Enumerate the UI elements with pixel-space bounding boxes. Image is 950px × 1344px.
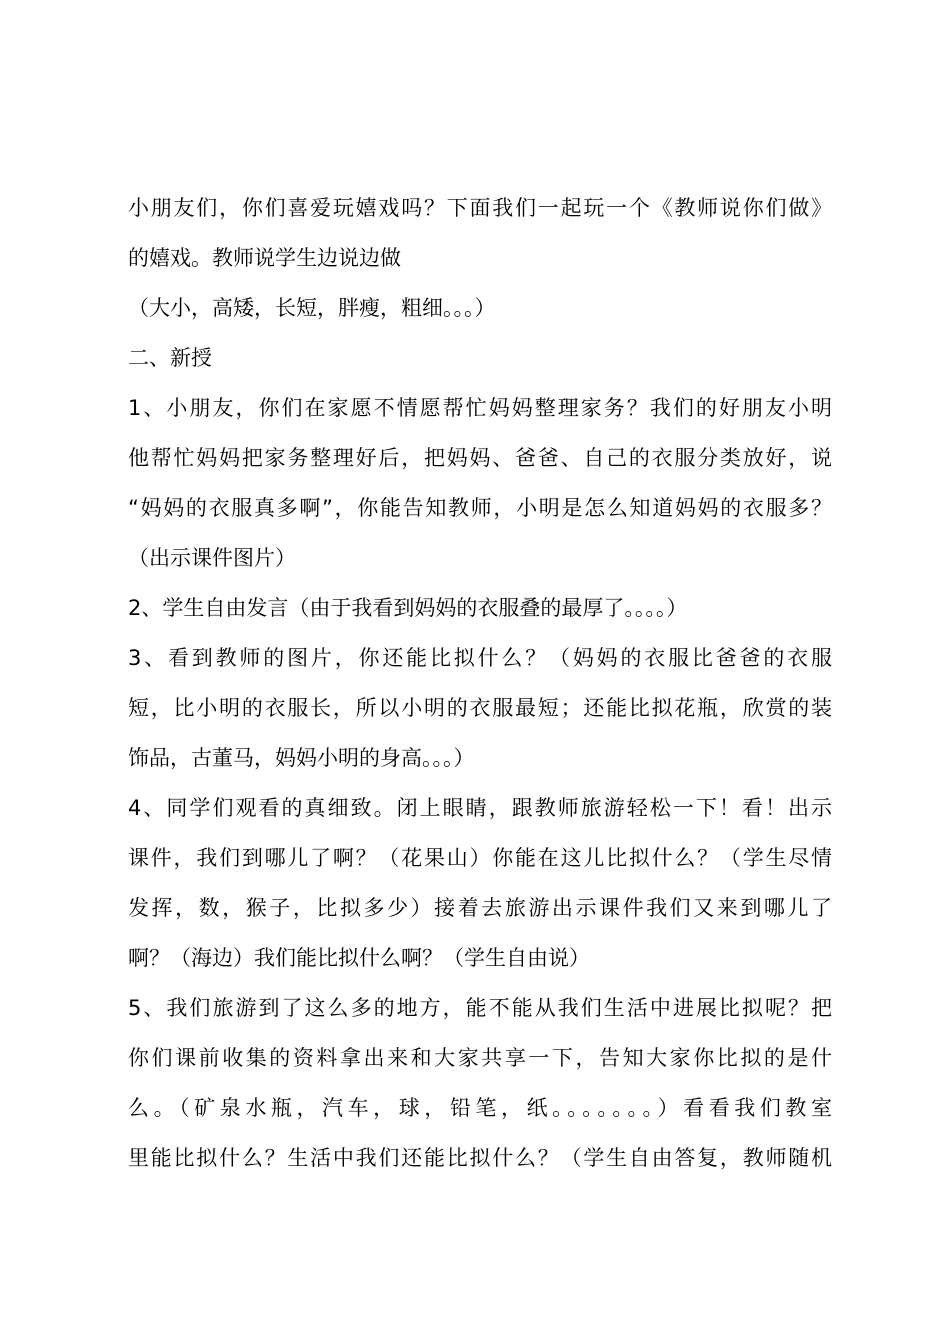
- paragraph-line: 短，比小明的衣服长，所以小明的衣服最短；还能比拟花瓶，欣赏的装: [128, 696, 832, 720]
- paragraph-line: 小朋友们，你们喜爱玩嬉戏吗？下面我们一起玩一个《教师说你们做》: [128, 196, 832, 220]
- paragraph-line: 4、同学们观看的真细致。闭上眼睛，跟教师旅游轻松一下！看！出示: [128, 796, 832, 820]
- paragraph-line: 你们课前收集的资料拿出来和大家共享一下，告知大家你比拟的是什: [128, 1046, 832, 1070]
- paragraph-line: 3、看到教师的图片，你还能比拟什么？（妈妈的衣服比爸爸的衣服: [128, 646, 832, 670]
- paragraph-line: 发挥，数，猴子，比拟多少）接着去旅游出示课件我们又来到哪儿了: [128, 896, 832, 920]
- section-heading: 二、新授: [128, 346, 212, 370]
- paragraph-line: 课件，我们到哪儿了啊？（花果山）你能在这儿比拟什么？（学生尽情: [128, 846, 832, 870]
- paragraph-line: 饰品，古董马，妈妈小明的身高。。。）: [128, 746, 475, 770]
- paragraph-line: （大小，高矮，长短，胖瘦，粗细。。。）: [128, 296, 496, 320]
- paragraph-line: 里能比拟什么？生活中我们还能比拟什么？（学生自由答复，教师随机: [128, 1146, 832, 1170]
- paragraph-line: 的嬉戏。教师说学生边说边做: [128, 246, 401, 270]
- paragraph-line: 他帮忙妈妈把家务整理好后，把妈妈、爸爸、自己的衣服分类放好，说: [128, 446, 832, 470]
- paragraph-line: 么。（矿泉水瓶，汽车，球，铅笔，纸。。。。。。。）看看我们教室: [128, 1096, 832, 1120]
- paragraph-line: 2、学生自由发言（由于我看到妈妈的衣服叠的最厚了。。。。）: [128, 596, 688, 620]
- paragraph-line: 5、我们旅游到了这么多的地方，能不能从我们生活中进展比拟呢？把: [128, 996, 832, 1020]
- paragraph-line: 1、小朋友，你们在家愿不情愿帮忙妈妈整理家务？我们的好朋友小明: [128, 396, 832, 420]
- document-body: [128, 183, 838, 1183]
- paragraph-line: （出示课件图片）: [128, 546, 296, 570]
- paragraph-line: “妈妈的衣服真多啊”，你能告知教师，小明是怎么知道妈妈的衣服多？: [128, 496, 832, 520]
- paragraph-line: 啊？（海边）我们能比拟什么啊？（学生自由说）: [128, 946, 590, 970]
